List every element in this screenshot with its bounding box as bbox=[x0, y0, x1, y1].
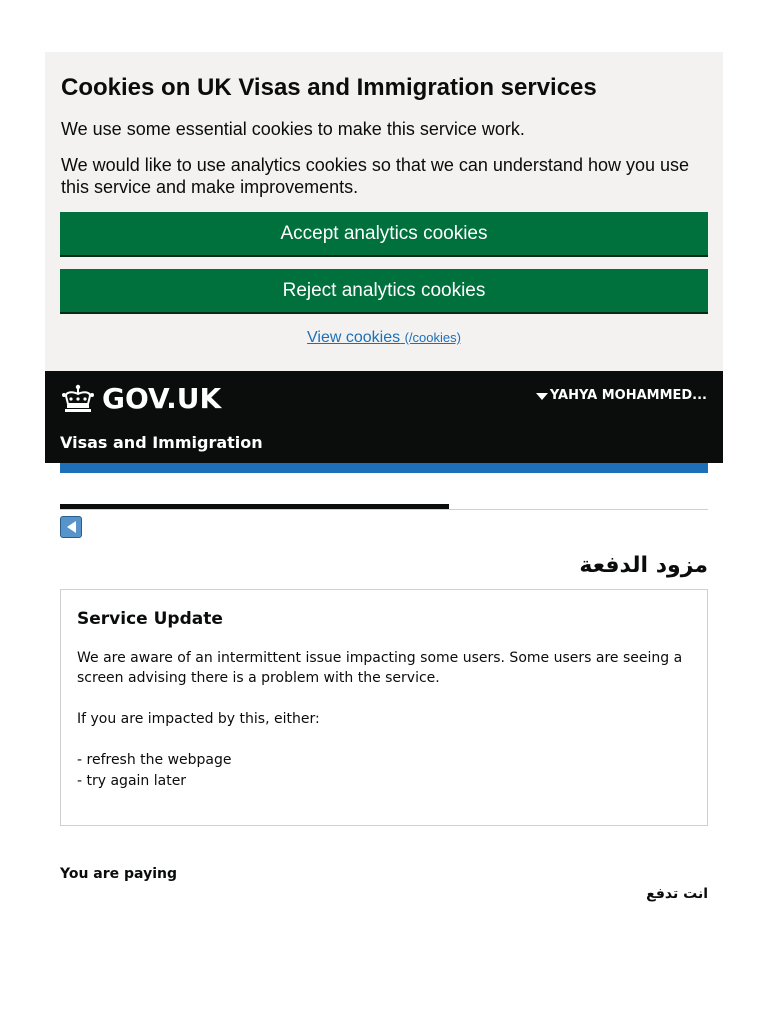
service-update-instruction: If you are impacted by this, either: bbox=[77, 711, 320, 727]
crown-icon bbox=[60, 384, 96, 414]
govuk-logo-link[interactable] bbox=[60, 383, 221, 415]
service-update-title: Service Update bbox=[77, 609, 223, 629]
user-name: YAHYA MOHAMMED... bbox=[549, 388, 707, 403]
you-are-paying-label-ar: انت تدفع bbox=[646, 886, 708, 902]
service-name-link[interactable]: Visas and Immigration bbox=[60, 433, 263, 452]
cookie-banner bbox=[45, 52, 723, 371]
progress-fill bbox=[60, 504, 449, 509]
view-cookies-container bbox=[45, 328, 723, 348]
header-blue-bar bbox=[60, 463, 708, 473]
service-update-text: We are aware of an intermittent issue impacting some users. Some users are seeing a screen advising there is a problem with the service. bbox=[77, 650, 683, 686]
back-button[interactable] bbox=[60, 516, 82, 538]
govuk-logo-text: GOV.UK bbox=[102, 382, 222, 415]
service-update-bullet-retry: - try again later bbox=[77, 773, 187, 789]
site-header bbox=[45, 371, 723, 463]
cookie-banner-text-essential: We use some essential cookies to make this service work. bbox=[61, 119, 525, 139]
cookie-banner-text-analytics: We would like to use analytics cookies so that we can understand how you use this service and make improvements. bbox=[61, 155, 690, 197]
reject-analytics-cookies-button[interactable]: Reject analytics cookies bbox=[60, 269, 708, 312]
view-cookies-path: (/cookies) bbox=[404, 330, 461, 345]
progress-track bbox=[60, 509, 708, 510]
accept-analytics-cookies-button[interactable]: Accept analytics cookies bbox=[60, 212, 708, 255]
caret-down-icon bbox=[536, 393, 548, 400]
service-update-panel bbox=[60, 589, 708, 826]
you-are-paying-label: You are paying bbox=[60, 866, 177, 882]
page-title: مزود الدفعة bbox=[579, 553, 708, 578]
view-cookies-link[interactable] bbox=[307, 329, 461, 346]
service-update-bullet-refresh: - refresh the webpage bbox=[77, 752, 232, 768]
user-menu-toggle[interactable] bbox=[536, 388, 707, 404]
view-cookies-label: View cookies bbox=[307, 329, 401, 346]
cookie-banner-title: Cookies on UK Visas and Immigration services bbox=[61, 74, 597, 101]
back-arrow-icon bbox=[67, 521, 76, 533]
